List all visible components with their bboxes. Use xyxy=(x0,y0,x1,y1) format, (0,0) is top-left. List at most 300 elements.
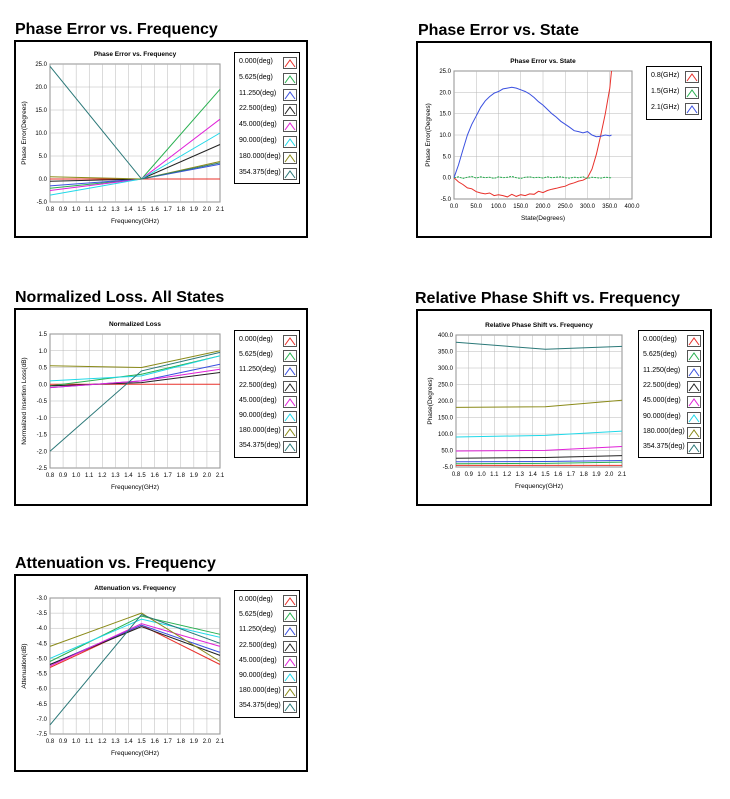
legend-item-label: 11.250(deg) xyxy=(239,89,277,97)
legend-swatch-line xyxy=(285,60,295,67)
legend-item xyxy=(235,410,299,425)
legend-item-label: 354.375(deg) xyxy=(643,443,685,451)
legend-item-label: 354.375(deg) xyxy=(239,442,281,450)
legend-item-label: 0.000(deg) xyxy=(239,58,273,65)
legend-swatch-icon xyxy=(283,381,297,393)
legend-item-label: 0.000(deg) xyxy=(239,596,273,603)
legend-swatch-icon xyxy=(283,671,297,683)
y-tick-label: -6.0 xyxy=(36,686,47,693)
y-tick-label: 10.0 xyxy=(35,131,47,137)
legend-swatch-glyph xyxy=(688,351,700,361)
chart-panel-relative-phase-shift xyxy=(416,309,712,506)
legend-swatch-icon xyxy=(283,73,297,85)
x-tick-label: 1.7 xyxy=(163,739,172,745)
legend-swatch-line xyxy=(689,445,699,452)
legend-item-label: 22.500(deg) xyxy=(239,105,277,113)
chart-title: Normalized Loss xyxy=(108,321,162,328)
x-tick-label: 2.0 xyxy=(202,207,212,213)
chart-title: Relative Phase Shift vs. Frequency xyxy=(485,322,593,329)
legend-swatch-line xyxy=(689,384,699,391)
legend-swatch-line xyxy=(285,689,295,696)
y-tick-label: 150.0 xyxy=(437,415,453,422)
legend-item-label: 5.625(deg) xyxy=(643,351,677,359)
plot-area xyxy=(50,598,220,734)
chart-legend xyxy=(234,590,300,718)
legend-item-label: 90.000(deg) xyxy=(643,412,681,420)
legend-swatch-glyph xyxy=(284,121,296,131)
legend-item xyxy=(639,334,703,349)
y-tick-label: 5.0 xyxy=(38,154,47,160)
legend-item xyxy=(235,151,299,166)
y-tick-label: -2.0 xyxy=(36,449,47,456)
legend-swatch-line xyxy=(285,338,295,345)
legend-swatch-line xyxy=(689,353,699,360)
legend-swatch-icon xyxy=(283,365,297,377)
legend-item xyxy=(235,135,299,150)
legend-swatch-line xyxy=(285,628,295,635)
x-tick-label: 1.1 xyxy=(490,472,499,478)
legend-item-label: 22.500(deg) xyxy=(239,381,277,389)
legend-swatch-icon xyxy=(687,335,701,347)
y-tick-label: -3.0 xyxy=(36,596,47,602)
legend-swatch-glyph xyxy=(284,702,296,712)
legend-swatch-icon xyxy=(283,120,297,132)
legend-item-label: 0.000(deg) xyxy=(239,336,273,343)
legend-swatch-icon xyxy=(685,87,699,99)
chart-heading-attenuation: Attenuation vs. Frequency xyxy=(15,555,216,572)
x-tick-label: 1.8 xyxy=(176,207,185,213)
x-tick-label: 1.2 xyxy=(502,472,512,478)
legend-swatch-glyph xyxy=(284,412,296,422)
legend-item-label: 90.000(deg) xyxy=(239,412,277,419)
chart-heading-relative-phase-shift: Relative Phase Shift vs. Frequency xyxy=(415,290,680,307)
legend-swatch-line xyxy=(687,90,697,97)
legend-swatch-line xyxy=(285,704,295,711)
legend-item xyxy=(235,349,299,364)
legend-swatch-line xyxy=(285,644,295,651)
chart-heading-normalized-loss: Normalized Loss. All States xyxy=(15,289,225,306)
x-tick-label: 1.0 xyxy=(71,739,81,745)
y-tick-label: -5.0 xyxy=(442,465,453,471)
legend-item xyxy=(639,365,703,380)
legend-swatch-line xyxy=(285,674,295,681)
x-tick-label: 1.8 xyxy=(176,473,185,479)
y-tick-label: 350.0 xyxy=(437,349,453,356)
chart-title: Phase Error vs. Frequency xyxy=(93,51,177,58)
legend-item xyxy=(647,86,701,101)
x-tick-label: 2.0 xyxy=(202,739,212,745)
legend-swatch-glyph xyxy=(284,137,296,147)
legend-item xyxy=(235,88,299,103)
x-tick-label: 1.4 xyxy=(124,739,133,745)
x-tick-label: 250.0 xyxy=(557,204,573,210)
legend-swatch-line xyxy=(285,598,295,605)
legend-item-label: 11.250(deg) xyxy=(239,366,277,374)
legend-swatch-glyph xyxy=(284,442,296,452)
legend-swatch-glyph xyxy=(284,626,296,636)
legend-swatch-icon xyxy=(283,441,297,453)
legend-item xyxy=(235,56,299,71)
x-tick-label: 1.6 xyxy=(150,207,159,213)
y-tick-label: -5.0 xyxy=(36,200,47,206)
legend-swatch-glyph xyxy=(284,382,296,392)
legend-item xyxy=(639,380,703,395)
legend-swatch-glyph xyxy=(688,336,700,346)
legend-item-label: 354.375(deg) xyxy=(239,702,281,710)
x-axis-label: Frequency(GHz) xyxy=(110,484,160,491)
x-axis-label: Frequency(GHz) xyxy=(110,750,160,757)
y-axis-label: Phase Error(Degrees) xyxy=(425,103,432,167)
x-tick-label: 1.7 xyxy=(566,472,576,478)
x-axis-label: State(Degrees) xyxy=(520,215,566,222)
x-tick-label: 2.1 xyxy=(215,739,225,745)
y-tick-label: -5.5 xyxy=(36,671,47,678)
legend-swatch-glyph xyxy=(284,90,296,100)
y-tick-label: 0.0 xyxy=(442,175,451,182)
legend-item xyxy=(235,640,299,655)
legend-item xyxy=(647,70,701,85)
y-tick-label: -3.5 xyxy=(36,611,47,618)
y-axis-label: Phase(Degrees) xyxy=(427,377,434,425)
x-tick-label: 1.6 xyxy=(150,739,159,745)
x-tick-label: 1.8 xyxy=(579,472,588,478)
chart-legend xyxy=(646,66,702,120)
legend-item xyxy=(235,395,299,410)
y-tick-label: 0.0 xyxy=(38,382,47,389)
legend-item xyxy=(639,395,703,410)
y-tick-label: -2.5 xyxy=(36,466,47,472)
y-tick-label: -7.0 xyxy=(36,716,47,723)
legend-swatch-glyph xyxy=(284,74,296,84)
x-tick-label: 1.9 xyxy=(189,739,199,745)
legend-swatch-icon xyxy=(283,104,297,116)
x-tick-label: 0.9 xyxy=(464,472,473,478)
legend-swatch-line xyxy=(285,139,295,146)
legend-swatch-glyph xyxy=(284,427,296,437)
x-tick-label: 0.8 xyxy=(451,472,461,478)
legend-item-label: 45.000(deg) xyxy=(239,396,277,404)
legend-swatch-glyph xyxy=(686,104,698,114)
x-tick-label: 1.3 xyxy=(515,472,525,478)
x-tick-label: 1.0 xyxy=(477,472,486,478)
y-axis-label: Attenuation(dB) xyxy=(21,643,28,689)
legend-swatch-icon xyxy=(687,396,701,408)
y-tick-label: 200.0 xyxy=(437,399,453,405)
x-tick-label: 2.1 xyxy=(617,472,627,478)
legend-swatch-icon xyxy=(283,89,297,101)
legend-swatch-icon xyxy=(687,412,701,424)
legend-swatch-icon xyxy=(687,366,701,378)
y-tick-label: -1.0 xyxy=(36,415,47,422)
x-tick-label: 2.1 xyxy=(215,473,225,479)
x-tick-label: 0.8 xyxy=(45,207,55,213)
chart-legend xyxy=(234,52,300,184)
legend-swatch-icon xyxy=(283,136,297,148)
legend-swatch-glyph xyxy=(284,657,296,667)
x-tick-label: 1.2 xyxy=(98,739,107,745)
legend-swatch-icon xyxy=(283,686,297,698)
y-tick-label: 20.0 xyxy=(35,85,47,91)
legend-item xyxy=(639,426,703,441)
x-tick-label: 2.1 xyxy=(215,207,225,213)
legend-item xyxy=(235,103,299,118)
legend-swatch-glyph xyxy=(284,642,296,652)
x-tick-label: 1.1 xyxy=(85,473,94,479)
legend-item xyxy=(235,685,299,700)
x-axis-label: Frequency(GHz) xyxy=(110,218,160,225)
legend-item xyxy=(235,425,299,440)
chart-title: Phase Error vs. State xyxy=(510,58,576,65)
y-axis-label: Phase Error(Degrees) xyxy=(21,101,28,165)
legend-item xyxy=(235,167,299,182)
legend-swatch-glyph xyxy=(686,88,698,98)
x-tick-label: 1.2 xyxy=(98,207,107,213)
legend-swatch-icon xyxy=(687,350,701,362)
x-tick-label: 1.3 xyxy=(111,739,120,745)
legend-swatch-glyph xyxy=(284,366,296,376)
y-tick-label: -7.5 xyxy=(36,732,47,738)
x-tick-label: 1.9 xyxy=(189,207,199,213)
legend-item-label: 22.500(deg) xyxy=(239,641,277,649)
x-tick-label: 150.0 xyxy=(513,204,529,210)
x-tick-label: 1.5 xyxy=(541,472,550,478)
legend-item-label: 45.000(deg) xyxy=(239,121,277,129)
x-tick-label: 1.5 xyxy=(137,207,146,213)
x-tick-label: 1.7 xyxy=(163,207,172,213)
legend-swatch-line xyxy=(285,368,295,375)
chart-panel-phase-error-state xyxy=(416,41,712,238)
legend-item-label: 354.375(deg) xyxy=(239,168,281,176)
x-tick-label: 1.6 xyxy=(150,473,159,479)
legend-swatch-line xyxy=(285,444,295,451)
y-tick-label: -6.5 xyxy=(36,701,47,708)
legend-item xyxy=(639,411,703,426)
legend-item xyxy=(647,102,701,117)
x-tick-label: 1.0 xyxy=(71,473,81,479)
legend-swatch-line xyxy=(285,414,295,421)
legend-swatch-line xyxy=(285,155,295,162)
x-tick-label: 50.0 xyxy=(470,204,483,210)
legend-item xyxy=(235,364,299,379)
y-tick-label: 1.0 xyxy=(38,348,47,355)
legend-item-label: 2.1(GHz) xyxy=(651,104,680,111)
legend-swatch-line xyxy=(689,399,699,406)
legend-swatch-glyph xyxy=(686,72,698,82)
x-axis-label: Frequency(GHz) xyxy=(514,483,564,490)
x-tick-label: 200.0 xyxy=(535,204,551,210)
x-tick-label: 1.8 xyxy=(176,739,185,745)
legend-swatch-icon xyxy=(283,701,297,713)
legend-swatch-glyph xyxy=(284,153,296,163)
x-tick-label: 0.9 xyxy=(58,473,68,479)
legend-swatch-glyph xyxy=(688,382,700,392)
legend-item-label: 180.000(deg) xyxy=(643,427,685,435)
y-tick-label: 100.0 xyxy=(437,432,453,438)
y-tick-label: 1.5 xyxy=(38,332,47,338)
legend-swatch-icon xyxy=(283,335,297,347)
legend-swatch-icon xyxy=(283,641,297,653)
legend-item-label: 11.250(deg) xyxy=(643,366,681,374)
legend-swatch-icon xyxy=(283,57,297,69)
y-tick-label: -4.0 xyxy=(36,626,47,633)
x-tick-label: 2.0 xyxy=(605,472,614,478)
y-tick-label: 25.0 xyxy=(35,62,47,68)
y-tick-label: -5.0 xyxy=(440,197,451,203)
legend-swatch-line xyxy=(687,106,697,113)
legend-swatch-icon xyxy=(283,396,297,408)
legend-swatch-glyph xyxy=(688,397,700,407)
legend-swatch-icon xyxy=(685,103,699,115)
legend-swatch-icon xyxy=(283,411,297,423)
legend-item xyxy=(235,655,299,670)
legend-swatch-icon xyxy=(283,168,297,180)
y-tick-label: 15.0 xyxy=(35,108,47,114)
x-tick-label: 1.5 xyxy=(137,739,146,745)
chart-panel-normalized-loss xyxy=(14,308,308,506)
legend-swatch-icon xyxy=(283,625,297,637)
x-tick-label: 1.1 xyxy=(85,739,94,745)
x-tick-label: 0.9 xyxy=(58,739,68,745)
y-tick-label: 50.0 xyxy=(441,448,453,455)
legend-item xyxy=(235,334,299,349)
legend-swatch-glyph xyxy=(284,105,296,115)
legend-swatch-icon xyxy=(687,442,701,454)
legend-swatch-line xyxy=(285,353,295,360)
x-tick-label: 1.0 xyxy=(71,207,81,213)
legend-swatch-line xyxy=(285,399,295,406)
legend-swatch-line xyxy=(285,429,295,436)
legend-item-label: 11.250(deg) xyxy=(239,626,277,634)
legend-item-label: 1.5(GHz) xyxy=(651,88,680,95)
y-tick-label: 5.0 xyxy=(442,154,451,161)
legend-swatch-icon xyxy=(283,426,297,438)
legend-item-label: 90.000(deg) xyxy=(239,137,277,144)
legend-swatch-glyph xyxy=(688,413,700,423)
legend-item xyxy=(235,594,299,609)
legend-swatch-line xyxy=(285,384,295,391)
legend-item xyxy=(235,119,299,134)
legend-item xyxy=(639,441,703,456)
legend-item xyxy=(235,440,299,455)
x-tick-label: 2.0 xyxy=(202,473,212,479)
y-tick-label: 10.0 xyxy=(439,133,451,139)
x-tick-label: 100.0 xyxy=(490,204,507,210)
legend-swatch-icon xyxy=(283,595,297,607)
legend-swatch-line xyxy=(285,123,295,130)
legend-swatch-glyph xyxy=(284,351,296,361)
x-tick-label: 1.5 xyxy=(137,473,146,479)
legend-swatch-icon xyxy=(283,350,297,362)
legend-swatch-glyph xyxy=(284,169,296,179)
legend-swatch-line xyxy=(285,107,295,114)
legend-swatch-glyph xyxy=(284,596,296,606)
x-tick-label: 1.3 xyxy=(111,473,120,479)
x-tick-label: 350.0 xyxy=(602,204,618,210)
legend-swatch-glyph xyxy=(688,428,700,438)
legend-swatch-icon xyxy=(283,656,297,668)
legend-swatch-line xyxy=(689,415,699,422)
legend-swatch-icon xyxy=(283,152,297,164)
legend-item-label: 5.625(deg) xyxy=(239,611,273,619)
x-tick-label: 1.4 xyxy=(124,207,133,213)
legend-swatch-line xyxy=(285,613,295,620)
y-tick-label: 0.0 xyxy=(38,177,47,183)
legend-item xyxy=(235,624,299,639)
legend-item xyxy=(235,380,299,395)
legend-swatch-line xyxy=(285,92,295,99)
chart-title: Attenuation vs. Frequency xyxy=(94,585,176,592)
legend-item-label: 180.000(deg) xyxy=(239,152,281,160)
x-tick-label: 1.3 xyxy=(111,207,120,213)
x-tick-label: 1.6 xyxy=(553,472,563,478)
y-tick-label: -0.5 xyxy=(36,399,47,405)
y-tick-label: 20.0 xyxy=(439,90,451,97)
x-tick-label: 1.9 xyxy=(189,473,199,479)
y-axis-label: Normalized Insertion Loss(dB) xyxy=(21,357,28,445)
legend-swatch-line xyxy=(689,369,699,376)
legend-swatch-line xyxy=(689,430,699,437)
legend-swatch-glyph xyxy=(284,611,296,621)
x-tick-label: 1.9 xyxy=(592,472,601,478)
legend-swatch-icon xyxy=(687,427,701,439)
x-tick-label: 1.2 xyxy=(98,473,107,479)
y-tick-label: -5.0 xyxy=(36,656,47,663)
legend-swatch-glyph xyxy=(688,443,700,453)
y-tick-label: 250.0 xyxy=(437,382,453,389)
legend-swatch-glyph xyxy=(284,687,296,697)
chart-legend xyxy=(638,330,704,458)
legend-item-label: 5.625(deg) xyxy=(239,351,273,359)
legend-item-label: 90.000(deg) xyxy=(239,672,277,679)
y-tick-label: 15.0 xyxy=(439,111,451,118)
legend-item-label: 0.000(deg) xyxy=(643,336,677,343)
legend-item xyxy=(235,700,299,715)
legend-swatch-line xyxy=(285,659,295,666)
legend-item-label: 180.000(deg) xyxy=(239,687,281,695)
x-tick-label: 0.9 xyxy=(58,207,68,213)
chart-heading-phase-error-state: Phase Error vs. State xyxy=(418,22,579,39)
legend-swatch-line xyxy=(687,74,697,81)
chart-legend xyxy=(234,330,300,458)
legend-swatch-glyph xyxy=(284,672,296,682)
y-tick-label: 0.5 xyxy=(38,365,47,372)
legend-item-label: 180.000(deg) xyxy=(239,427,281,435)
x-tick-label: 0.8 xyxy=(45,739,55,745)
x-tick-label: 1.4 xyxy=(124,473,133,479)
legend-swatch-line xyxy=(285,76,295,83)
legend-swatch-glyph xyxy=(688,367,700,377)
legend-item-label: 45.000(deg) xyxy=(643,397,681,405)
legend-swatch-glyph xyxy=(284,58,296,68)
legend-swatch-line xyxy=(689,338,699,345)
legend-swatch-glyph xyxy=(284,336,296,346)
x-tick-label: 0.0 xyxy=(449,204,459,210)
x-tick-label: 400.0 xyxy=(624,204,640,210)
y-tick-label: 400.0 xyxy=(437,333,453,339)
legend-swatch-line xyxy=(285,171,295,178)
legend-swatch-glyph xyxy=(284,397,296,407)
chart-panel-attenuation xyxy=(14,574,308,772)
chart-panel-phase-error-frequency xyxy=(14,40,308,238)
x-tick-label: 1.1 xyxy=(85,207,94,213)
y-tick-label: 25.0 xyxy=(439,69,451,75)
legend-swatch-icon xyxy=(685,71,699,83)
chart-heading-phase-error-frequency: Phase Error vs. Frequency xyxy=(15,21,218,38)
x-tick-label: 1.4 xyxy=(528,472,537,478)
legend-swatch-icon xyxy=(687,381,701,393)
legend-item xyxy=(235,609,299,624)
legend-item-label: 22.500(deg) xyxy=(643,381,681,389)
